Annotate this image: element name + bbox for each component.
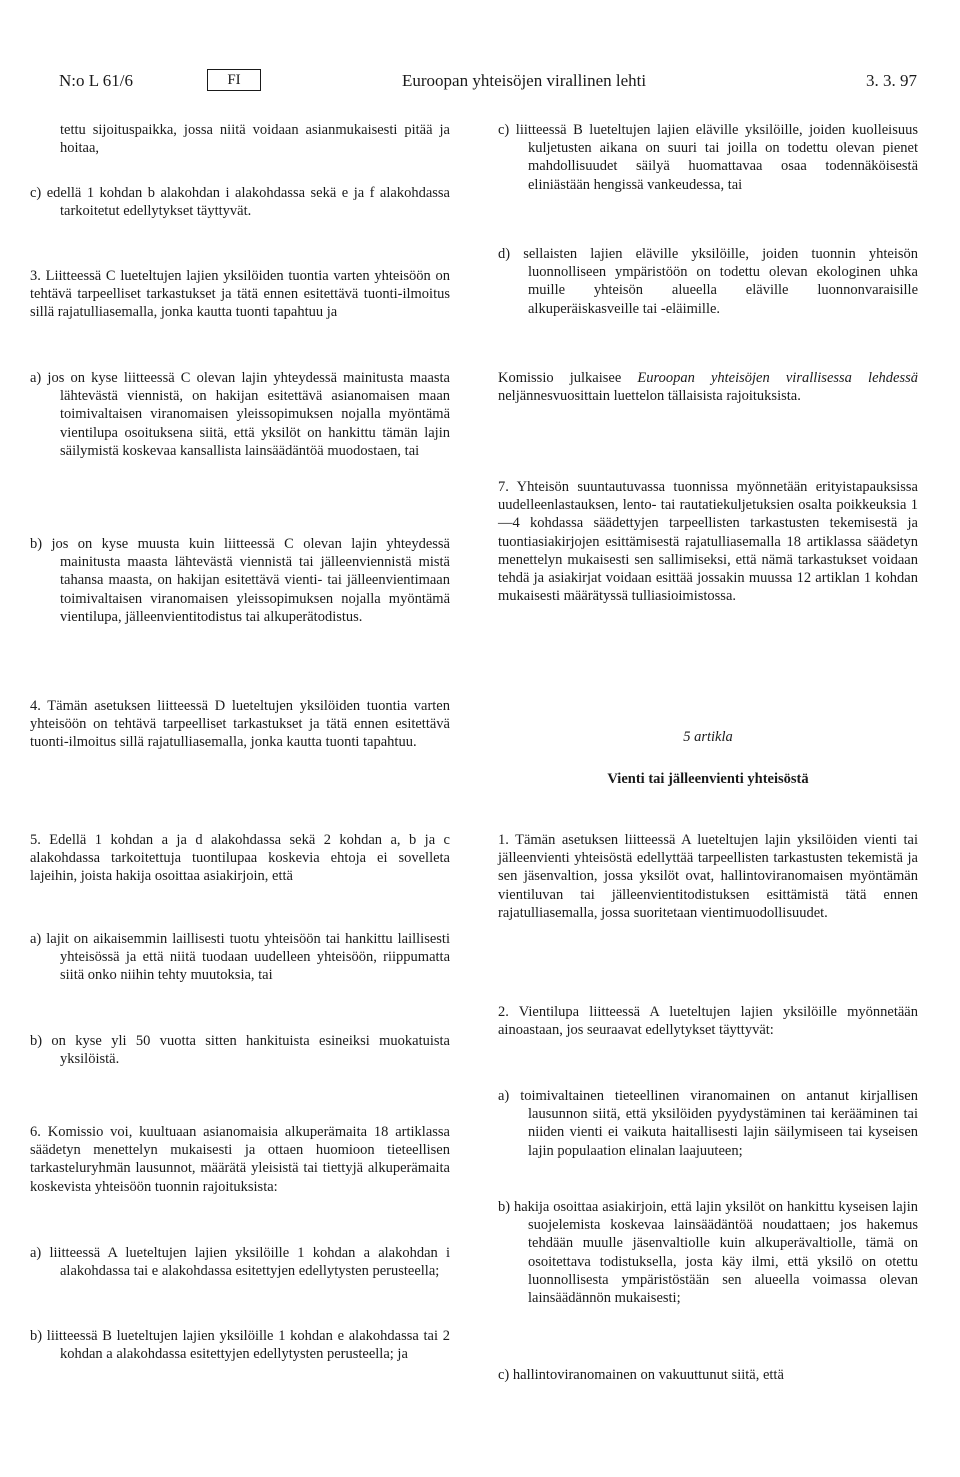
right-item-2a: a) toimivaltainen tieteellinen viranomainen on antanut kirjallisen lausunnon siitä, että yksilöiden pyydystäminen tai kerääminen tai niiden vienti ei vaikuta haitallisesti lajin säilymiseen tai kyseisen lajin populaation elinalan laajuuteen;: [498, 1088, 918, 1159]
left-para-4: 4. Tämän asetuksen liitteessä D lueteltujen yksilöiden tuontia varten yhteisöön on tehtävä tarpeelliset tarkastukset ja tätä ennen esitettävä tuonti-ilmoitus sillä rajatulliasemalla, jonka kautta tuonti tapahtuu.: [30, 698, 450, 751]
page-header: [59, 70, 917, 96]
right-para-2: 2. Vientilupa liitteessä A lueteltujen lajien yksilöille myönnetään ainoastaan, jos seuraavat edellytykset täyttyvät:: [498, 1004, 918, 1039]
left-item-a: a) jos on kyse liitteessä C olevan lajin yhteydessä mainitusta maasta lähtevästä viennistä, on hakijan esitettävä asianomaisen maan toimivaltaisen viranomaisen yleissopimuksen nojalla myöntämä vientilupa osoituksena siitä, että yksilöt on hankittu tämän lajin säilymistä koskevaa kansallista lainsäädäntöä muodostaen, tai: [30, 370, 450, 459]
journal-title: Euroopan yhteisöjen virallinen lehti: [402, 71, 647, 90]
left-item-c: c) edellä 1 kohdan b alakohdan i alakohdassa sekä e ja f alakohdassa tarkoitetut edellytykset täyttyvät.: [30, 185, 450, 220]
right-para-7: 7. Yhteisön suuntautuvassa tuonnissa myönnetään erityistapauksissa uudelleenlastauksen, lento- tai rautatiekuljetuksien osalta poikkeuksia 1—4 kohdassa säädettyjen tarpeellisten tarkastusten tekemisestä ja tuontiasiakirjojen esittämisestä rajatulliasemalla 18 artiklassa säädetyn menettelyn mukaisesti sen sallimiseksi, että nämä tarkastukset voidaan tehdä ja asiakirjat voidaan esittää jossakin muussa 12 artiklan 1 kohdan mukaisesti määrätyssä tulliasioimistossa.: [498, 479, 918, 605]
right-item-c: c) liitteessä B lueteltujen lajien eläville yksilöille, joiden kuolleisuus kuljetusten aikana on suuri tai joilla on todettu olevan pienet mahdollisuudet säilyä huomattavaa osaa todennäköisestä eliniästään hengissä vankeudessa, tai: [498, 122, 918, 193]
right-item-d: d) sellaisten lajien eläville yksilöille, joiden tuonnin yhteisön luonnolliseen ympäristöön on todettu olevan ekologinen uhka muille yhteisön alueella eläville luonnonvaraisille alkuperäiskasveille tai -eläimille.: [498, 246, 918, 317]
journal-reference: N:o L 61/6: [59, 71, 133, 90]
issue-date: 3. 3. 97: [866, 71, 917, 90]
left-para-continuation: tettu sijoituspaikka, jossa niitä voidaan asianmukaisesti pitää ja hoitaa,: [60, 122, 450, 157]
article-number: 5 artikla: [683, 729, 733, 745]
left-item-6b: b) liitteessä B lueteltujen lajien yksilöille 1 kohdan e alakohdassa tai 2 kohdan a alakohdassa esitettyjen edellytysten perusteella; ja: [30, 1328, 450, 1363]
left-item-5a: a) lajit on aikaisemmin laillisesti tuotu yhteisöön tai hankittu laillisesti yhteisössä ja että niitä tuodaan uudelleen yhteisöön, riippumatta siitä onko niihin tehty muutoksia, tai: [30, 931, 450, 984]
left-item-6a: a) liitteessä A lueteltujen lajien yksilöille 1 kohdan a alakohdan i alakohdassa tai e alakohdassa esitettyjen edellytysten perusteella;: [30, 1245, 450, 1280]
article-title: Vienti tai jälleenvienti yhteisöstä: [607, 771, 809, 787]
language-box: FI: [207, 69, 261, 91]
right-item-2b: b) hakija osoittaa asiakirjoin, että lajin yksilöt on hankittu kyseisen lajin suojelemista koskevaa lainsäädäntöä noudattaen; jos hakemus tehdään muulle jäsenvaltiolle kuin alkuperävaltiolle, tämä on osoitettava todistuksella, josta käy ilmi, että yksilö on otettu luonnollisesta ympäristöstään sen alueella voimassa olevan lainsäädännön mukaisesti;: [498, 1199, 918, 1307]
left-para-6: 6. Komissio voi, kuultuaan asianomaisia alkuperämaita 18 artiklassa säädetyn menettelyn mukaisesti ja ottaen huomioon tieteellisen tarkasteluryhmän lausunnot, määrätä yleisistä tai tiettyjä alkuperämaita koskevista yhteisöön tuonnin rajoituksista:: [30, 1124, 450, 1195]
left-para-5: 5. Edellä 1 kohdan a ja d alakohdassa sekä 2 kohdan a, b ja c alakohdassa tarkoitettuja tuontilupaa koskevia ehtoja ei sovelleta lajeihin, joista hakija osoittaa asiakirjoin, että: [30, 832, 450, 885]
right-item-2c: c) hallintoviranomainen on vakuuttunut siitä, että: [498, 1367, 784, 1383]
right-publication-note: Komissio julkaisee Euroopan yhteisöjen virallisessa lehdessä neljännesvuosittain luettelon tällaisista rajoituksista.: [498, 370, 918, 405]
left-para-3: 3. Liitteessä C lueteltujen lajien yksilöiden tuontia varten yhteisöön on tehtävä tarpeelliset tarkastukset ja tätä ennen esitettävä tuonti-ilmoitus sillä rajatulliasemalla, jonka kautta tuonti tapahtuu ja: [30, 268, 450, 321]
right-para-1: 1. Tämän asetuksen liitteessä A lueteltujen lajin yksilöiden vienti tai jälleenvienti yhteisöstä edellyttää tarpeellisten tarkastusten tekemistä ja sen jäsenvaltion, jossa yksilöt ovat, hallintoviranomaisen myöntämän vientiluvan tai jälleenvientitodistuksen esittämistä tätä ennen rajatulliasemalla, jossa suoritetaan vientimuodollisuudet.: [498, 832, 918, 921]
left-item-b: b) jos on kyse muusta kuin liitteessä C olevan lajin yhteydessä mainitusta maasta lähtevästä viennistä tai jälleenviennistä mistä tahansa maasta, on hakijan esitettävä vienti- tai jälleenvientimaan toimivaltaisen viranomaisen yleissopimuksen nojalla myöntämä vientilupa, jälleenvientitodistus tai alkuperätodistus.: [30, 536, 450, 625]
journal-name-italic: Euroopan yhteisöjen virallisessa lehdessä: [637, 370, 918, 386]
left-item-5b: b) on kyse yli 50 vuotta sitten hankituista esineiksi muokatuista yksilöistä.: [30, 1033, 450, 1068]
